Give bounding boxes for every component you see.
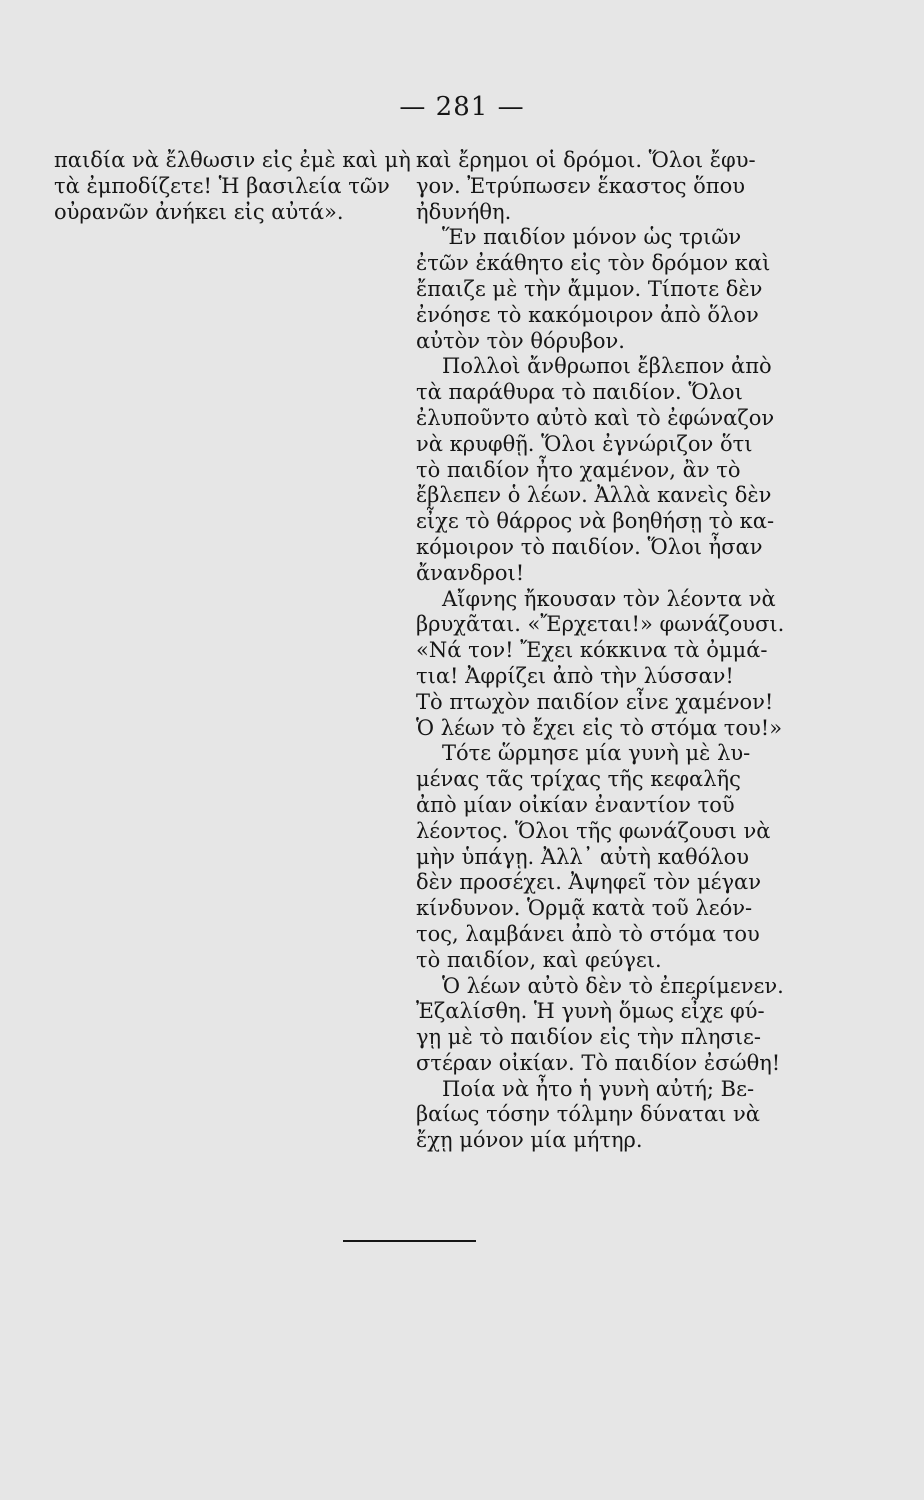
- text-line: μένας τᾶς τρίχας τῆς κεφαλῆς: [416, 767, 741, 792]
- paragraph-4: [416, 586, 785, 742]
- paragraph-2: [416, 225, 771, 354]
- text-line: δὲν προσέχει. Ἀψηφεῖ τὸν μέγαν: [416, 870, 761, 895]
- text-line: Ποία νὰ ἦτο ἡ γυνὴ αὐτή; Βε-: [442, 1076, 755, 1101]
- paragraph-1: [416, 148, 758, 225]
- text-line: ἠδυνήθη.: [416, 199, 512, 224]
- text-line: ἐνόησε τὸ κακόμοιρον ἀπὸ ὅλον: [416, 302, 759, 327]
- text-line: Τὸ πτωχὸν παιδίον εἶνε χαμένον!: [416, 689, 774, 714]
- paragraph-7: [416, 1077, 758, 1154]
- text-line: εἶχε τὸ θάρρος νὰ βοηθήσῃ τὸ κα-: [416, 509, 775, 534]
- text-line: αὐτὸν τὸν θόρυβον.: [416, 328, 625, 353]
- text-line: ἐλυποῦντο αὐτὸ καὶ τὸ ἐφώναζον: [416, 405, 775, 430]
- text-line: γον. Ἐτρύπωσεν ἕκαστος ὅπου: [416, 173, 745, 198]
- text-line: βρυχᾶται. «Ἔρχεται!» φωνάζουσι.: [416, 612, 785, 637]
- text-line: κίνδυνον. Ὁρμᾷ κατὰ τοῦ λεόν-: [416, 896, 753, 921]
- text-line: λέοντος. Ὅλοι τῆς φωνάζουσι νὰ: [416, 818, 771, 843]
- text-line: οὐρανῶν ἀνήκει εἰς αὐτά».: [54, 199, 344, 224]
- paragraph-5: [416, 741, 771, 973]
- text-line: παιδία νὰ ἔλθωσιν εἰς ἐμὲ καὶ μὴ: [54, 148, 411, 172]
- text-line: Τότε ὥρμησε μία γυνὴ μὲ λυ-: [442, 741, 751, 766]
- text-line: ἔβλεπεν ὁ λέων. Ἀλλὰ κανεὶς δὲν: [416, 483, 772, 508]
- text-line: τὸ παιδίον ἦτο χαμένον, ἂν τὸ: [416, 457, 741, 482]
- text-line: καὶ ἔρημοι οἱ δρόμοι. Ὅλοι ἔφυ-: [416, 148, 756, 172]
- text-line: ἔχῃ μόνον μία μήτηρ.: [416, 1128, 643, 1153]
- text-line: γῃ μὲ τὸ παιδίον εἰς τὴν πλησιε-: [416, 1025, 761, 1050]
- text-line: Ὁ λέων τὸ ἔχει εἰς τὸ στόμα του!»: [416, 715, 783, 740]
- text-line: νὰ κρυφθῇ. Ὅλοι ἐγνώριζον ὅτι: [416, 431, 753, 456]
- page-number: — 281 —: [399, 92, 525, 122]
- text-line: ἄνανδροι!: [416, 560, 525, 585]
- text-line: «Νά τον! Ἔχει κόκκινα τὰ ὀμμά-: [416, 638, 768, 663]
- text-line: Ὁ λέων αὐτὸ δὲν τὸ ἐπερίμενεν.: [442, 973, 784, 998]
- text-line: Πολλοὶ ἄνθρωποι ἔβλεπον ἀπὸ: [442, 354, 772, 379]
- text-line: ἔπαιζε μὲ τὴν ἄμμον. Τίποτε δὲν: [416, 276, 763, 301]
- text-line: τὰ ἐμποδίζετε! Ἡ βασιλεία τῶν: [54, 173, 390, 198]
- text-line: τὰ παράθυρα τὸ παιδίον. Ὅλοι: [416, 380, 743, 405]
- text-line: Αἴφνης ἤκουσαν τὸν λέοντα νὰ: [442, 586, 776, 611]
- text-line: τια! Ἀφρίζει ἀπὸ τὴν λύσσαν!: [416, 663, 734, 688]
- text-line: στέραν οἰκίαν. Τὸ παιδίον ἐσώθη!: [416, 1050, 781, 1075]
- text-line: Ἕν παιδίον μόνον ὡς τριῶν: [442, 225, 742, 250]
- text-line: ἐτῶν ἐκάθητο εἰς τὸν δρόμον καὶ: [416, 251, 771, 276]
- text-line: Ἐζαλίσθη. Ἡ γυνὴ ὅμως εἶχε φύ-: [416, 999, 765, 1024]
- text-line: βαίως τόσην τόλμην δύναται νὰ: [416, 1102, 760, 1127]
- paragraph-6: [416, 973, 784, 1077]
- text-line: κόμοιρον τὸ παιδίον. Ὅλοι ἦσαν: [416, 534, 763, 559]
- text-line: τος, λαμβάνει ἀπὸ τὸ στόμα του: [416, 921, 760, 946]
- paragraph-3: [416, 354, 775, 586]
- text-line: τὸ παιδίον, καὶ φεύγει.: [416, 947, 662, 972]
- right-column: [416, 148, 785, 1154]
- left-column: [54, 148, 411, 225]
- text-line: μὴν ὑπάγῃ. Ἀλλ᾽ αὐτὴ καθόλου: [416, 844, 749, 869]
- end-rule: [343, 1240, 476, 1242]
- left-paragraph: [54, 148, 411, 225]
- text-line: ἀπὸ μίαν οἰκίαν ἐναντίον τοῦ: [416, 792, 735, 817]
